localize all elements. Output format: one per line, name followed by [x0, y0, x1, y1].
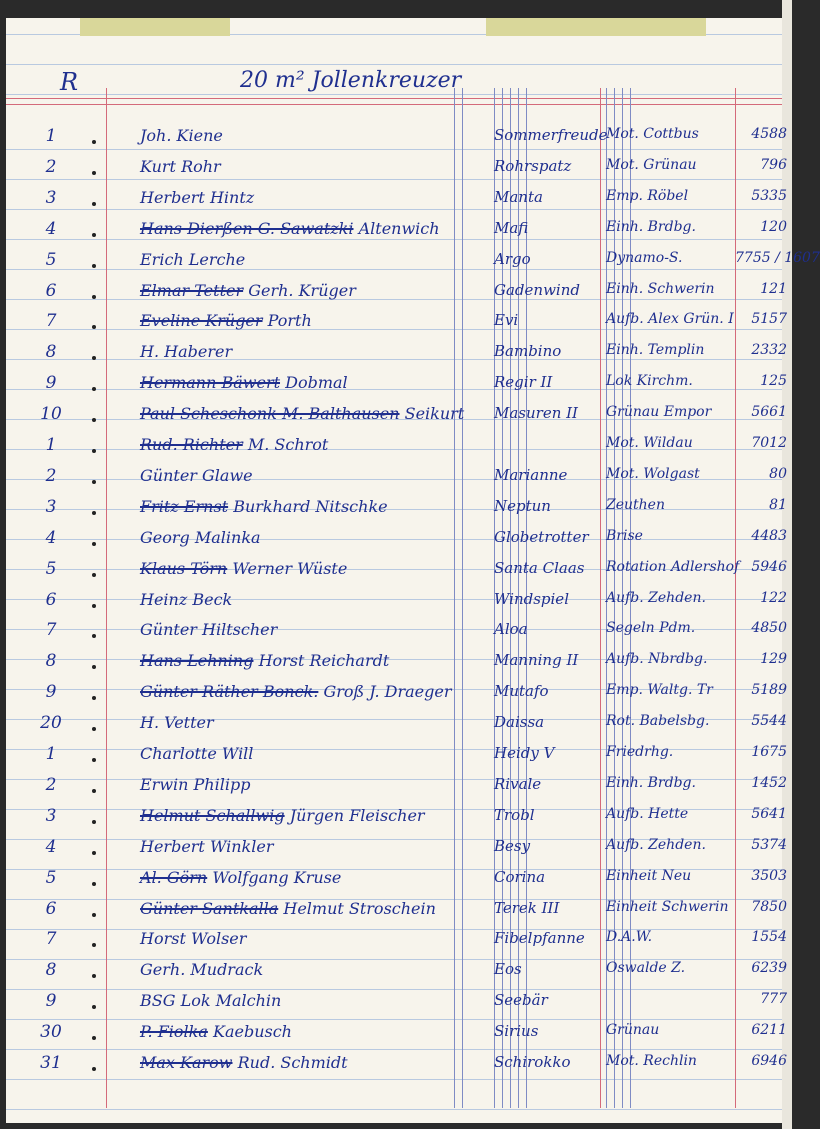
club-location: Emp. Waltg. Tr: [606, 682, 713, 699]
sail-number: 5374: [751, 836, 787, 853]
row-number: 4: [45, 527, 57, 548]
row-number: 3: [45, 805, 57, 826]
owner-name: [140, 528, 261, 547]
boat-name: Aloa: [494, 620, 528, 639]
owner-name: [140, 466, 253, 485]
row-number: 9: [45, 991, 57, 1012]
boat-name: Rohrspatz: [494, 156, 572, 175]
struck-owner-name: Al. Görn: [140, 867, 208, 887]
club-location: Aufb. Hette: [606, 805, 689, 822]
struck-owner-name: P. Fiolka: [140, 1022, 208, 1042]
sail-number: 121: [760, 280, 787, 297]
club-location: Grünau Empor: [606, 404, 712, 421]
owner-name: [140, 157, 221, 176]
current-owner-name: Gerh. Krüger: [248, 280, 356, 300]
current-owner-name: Burkhard Nitschke: [233, 496, 388, 516]
owner-name: [140, 590, 232, 609]
row-number: 9: [45, 682, 57, 703]
boat-name: Regir II: [494, 373, 553, 392]
sail-number: 120: [760, 218, 787, 235]
club-location: Grünau: [606, 1022, 660, 1039]
sail-number: 5661: [751, 404, 787, 421]
owner-name: [140, 960, 263, 979]
row-number: 7: [45, 929, 57, 950]
current-owner-name: Charlotte Will: [140, 744, 254, 763]
row-dot: [92, 140, 96, 144]
row-dot: [92, 1067, 96, 1071]
header-rule: [6, 98, 792, 99]
struck-owner-name: Elmar Tetter: [140, 280, 244, 300]
row-dot: [92, 202, 96, 206]
current-owner-name: Horst Wolser: [140, 929, 247, 949]
boat-name: Argo: [494, 249, 531, 268]
club-location: Einh. Brdbg.: [606, 774, 696, 791]
owner-name: [140, 188, 254, 207]
current-owner-name: Helmut Stroschein: [283, 898, 436, 918]
current-owner-name: Herbert Hintz: [140, 187, 255, 207]
boat-name: Mutafo: [494, 682, 549, 701]
row-number: 30: [40, 1022, 62, 1043]
club-location: Mot. Wildau: [606, 435, 693, 451]
row-dot: [92, 604, 96, 608]
current-owner-name: Kurt Rohr: [140, 156, 221, 176]
current-owner-name: Jürgen Fleischer: [289, 805, 425, 825]
club-location: Segeln Pdm.: [606, 620, 696, 637]
boat-name: Rivale: [494, 774, 542, 793]
current-owner-name: Georg Malinka: [140, 527, 261, 547]
row-number: 8: [45, 960, 57, 981]
owner-name: [140, 281, 356, 300]
club-location: Einh. Schwerin: [606, 280, 715, 297]
boat-name: Schirokko: [494, 1053, 571, 1071]
row-number: 3: [45, 496, 57, 517]
boat-name: Seebär: [494, 991, 548, 1010]
current-owner-name: Groß J. Draeger: [323, 682, 452, 702]
current-owner-name: Gerh. Mudrack: [140, 960, 264, 980]
row-dot: [92, 882, 96, 886]
owner-name: [140, 1022, 292, 1041]
row-number: 7: [45, 620, 57, 641]
sail-number: 3503: [751, 867, 787, 884]
owner-name: [140, 373, 348, 392]
club-location: Aufb. Zehden.: [606, 589, 706, 606]
row-number: 7: [45, 311, 57, 332]
row-number: 1: [45, 126, 57, 146]
sail-number: 7012: [751, 435, 787, 451]
boat-name: Santa Claas: [494, 558, 585, 577]
owner-name: [140, 219, 440, 238]
current-owner-name: Porth: [267, 311, 312, 331]
boat-name: Heidy V: [494, 744, 555, 762]
row-number: 1: [45, 435, 57, 455]
owner-name: [140, 435, 328, 454]
club-location: D.A.W.: [606, 929, 653, 946]
owner-name: [140, 837, 273, 856]
struck-owner-name: Rud. Richter: [140, 435, 243, 454]
row-dot: [92, 295, 96, 299]
struck-owner-name: Günter Räther Bonck.: [140, 682, 319, 702]
owner-name: [140, 311, 312, 330]
owner-name: [140, 651, 389, 670]
club-location: Emp. Röbel: [606, 187, 689, 204]
owner-name: [140, 775, 250, 794]
row-number: 10: [40, 404, 62, 425]
page-tab: [486, 18, 706, 36]
register-letter: R: [60, 68, 79, 96]
current-owner-name: Rud. Schmidt: [237, 1053, 348, 1072]
page-title: 20 m² Jollenkreuzer: [240, 68, 462, 93]
club-location: Zeuthen: [606, 496, 665, 513]
struck-owner-name: Klaus Törn: [140, 558, 228, 578]
club-location: Mot. Cottbus: [606, 126, 699, 142]
sail-number: 5157: [751, 311, 787, 328]
sail-number: 6946: [751, 1053, 787, 1069]
row-dot: [92, 480, 96, 484]
owner-name: [140, 126, 223, 145]
current-owner-name: Horst Reichardt: [258, 651, 390, 671]
struck-owner-name: Hans Dierßen G. Sawatzki: [140, 218, 354, 238]
sail-number: 5544: [751, 713, 787, 730]
owner-name: [140, 620, 277, 639]
current-owner-name: H. Haberer: [140, 342, 233, 362]
sail-number: 796: [760, 156, 787, 173]
sail-number: 81: [769, 496, 787, 513]
current-owner-name: Erich Lerche: [140, 249, 246, 269]
column-line: [454, 88, 455, 1108]
sail-number: 5641: [751, 805, 787, 822]
row-dot: [92, 171, 96, 175]
struck-owner-name: Eveline Krüger: [140, 311, 263, 331]
sail-number: 5946: [751, 558, 787, 575]
row-dot: [92, 913, 96, 917]
boat-name: Daissa: [494, 713, 545, 732]
owner-name: [140, 404, 464, 423]
row-number: 31: [40, 1053, 62, 1073]
club-location: Brise: [606, 527, 643, 544]
page-tab: [80, 18, 230, 36]
row-number: 2: [45, 465, 57, 486]
row-dot: [92, 573, 96, 577]
current-owner-name: Günter Hiltscher: [140, 620, 278, 640]
sail-number: 5335: [751, 187, 787, 204]
sail-number: 4850: [751, 620, 787, 637]
current-owner-name: Joh. Kiene: [140, 126, 223, 145]
sail-number: 6211: [751, 1022, 787, 1039]
boat-name: Gadenwind: [494, 280, 580, 299]
row-number: 1: [45, 744, 57, 764]
club-location: Mot. Grünau: [606, 156, 697, 173]
struck-owner-name: Hermann Bäwert: [140, 373, 281, 393]
sail-number: 2332: [751, 342, 787, 359]
row-number: 3: [45, 187, 57, 208]
boat-name: Corina: [494, 867, 546, 886]
struck-owner-name: Günter Santkalla: [140, 898, 279, 918]
club-location: Einh. Brdbg.: [606, 218, 696, 235]
row-number: 5: [45, 558, 57, 579]
club-location: Oswalde Z.: [606, 960, 686, 977]
boat-name: Sirius: [494, 1022, 539, 1041]
row-number: 8: [45, 651, 57, 672]
boat-name: Evi: [494, 311, 519, 330]
sail-number: 4483: [751, 527, 787, 544]
sail-number: 777: [760, 991, 787, 1008]
owner-name: [140, 497, 388, 516]
boat-name: Eos: [494, 960, 522, 979]
row-number: 5: [45, 249, 57, 270]
current-owner-name: Werner Wüste: [232, 558, 348, 578]
current-owner-name: Wolfgang Kruse: [212, 867, 342, 887]
sail-number: 122: [760, 589, 787, 606]
sail-number: 7755 / 1607: [735, 249, 820, 266]
row-number: 6: [45, 280, 57, 301]
row-dot: [92, 511, 96, 515]
club-location: Aufb. Alex Grün. I: [606, 311, 734, 328]
boat-name: Masuren II: [494, 404, 578, 423]
row-dot: [92, 820, 96, 824]
boat-name: Fibelpfanne: [494, 929, 585, 948]
current-owner-name: Kaebusch: [213, 1022, 292, 1042]
row-number: 2: [45, 156, 57, 177]
row-dot: [92, 449, 96, 453]
club-location: Mot. Wolgast: [606, 465, 700, 482]
owner-name: [140, 250, 245, 269]
owner-name: [140, 713, 214, 732]
current-owner-name: H. Vetter: [140, 713, 214, 733]
boat-name: Bambino: [494, 342, 562, 361]
row-number: 8: [45, 342, 57, 363]
sail-number: 1452: [751, 774, 787, 791]
row-dot: [92, 542, 96, 546]
boat-name: Neptun: [494, 496, 551, 515]
owner-name: [140, 682, 451, 701]
club-location: Aufb. Nbrdbg.: [606, 651, 708, 668]
club-location: Mot. Rechlin: [606, 1053, 697, 1069]
row-dot: [92, 789, 96, 793]
sail-number: 1554: [751, 929, 787, 946]
struck-owner-name: Max Karow: [140, 1053, 233, 1072]
sail-number: 4588: [751, 126, 787, 142]
struck-owner-name: Fritz Ernst: [140, 496, 229, 516]
current-owner-name: M. Schrot: [247, 435, 329, 454]
club-location: Rotation Adlershof: [606, 558, 740, 575]
club-location: Dynamo-S.: [606, 249, 683, 266]
row-number: 6: [45, 898, 57, 919]
boat-name: Mafi: [494, 218, 529, 237]
struck-owner-name: Paul Scheschonk M. Balthausen: [140, 404, 400, 424]
row-dot: [92, 758, 96, 762]
sail-number: 7850: [751, 898, 787, 915]
boat-name: Besy: [494, 836, 531, 855]
club-location: Rot. Babelsbg.: [606, 713, 710, 730]
row-dot: [92, 233, 96, 237]
current-owner-name: BSG Lok Malchin: [140, 991, 282, 1011]
current-owner-name: Seikurt: [404, 404, 465, 424]
sail-number: 1675: [751, 744, 787, 760]
row-number: 20: [40, 713, 62, 734]
row-number: 4: [45, 836, 57, 857]
row-number: 4: [45, 218, 57, 239]
sail-number: 125: [760, 373, 787, 390]
club-location: Friedrhg.: [606, 744, 674, 760]
boat-name: Sommerfreude: [494, 126, 608, 144]
row-number: 9: [45, 373, 57, 394]
club-location: Einh. Templin: [606, 342, 705, 359]
boat-name: Manta: [494, 187, 543, 206]
margin-line: [106, 88, 107, 1108]
row-number: 5: [45, 867, 57, 888]
sail-number: 129: [760, 651, 787, 668]
current-owner-name: Günter Glawe: [140, 465, 253, 485]
owner-name: [140, 991, 281, 1010]
sail-number: 5189: [751, 682, 787, 699]
owner-name: [140, 806, 425, 825]
owner-name: [140, 929, 246, 948]
row-number: 6: [45, 589, 57, 610]
club-location: Aufb. Zehden.: [606, 836, 706, 853]
row-number: 2: [45, 774, 57, 795]
owner-name: [140, 559, 347, 578]
struck-owner-name: Hans Lehning: [140, 651, 254, 671]
owner-name: [140, 1053, 348, 1072]
owner-name: [140, 744, 253, 763]
current-owner-name: Heinz Beck: [140, 589, 233, 609]
owner-name: [140, 342, 232, 361]
club-location: Lok Kirchm.: [606, 373, 693, 390]
boat-name: Globetrotter: [494, 527, 589, 546]
header-rule: [6, 104, 792, 105]
boat-name: Manning II: [494, 651, 579, 670]
sail-number: 6239: [751, 960, 787, 977]
club-location: Einheit Schwerin: [606, 898, 729, 915]
owner-name: [140, 868, 341, 887]
owner-name: [140, 899, 436, 918]
club-location: Einheit Neu: [606, 867, 692, 884]
current-owner-name: Dobmal: [285, 373, 348, 393]
struck-owner-name: Helmut Schallwig: [140, 805, 285, 825]
boat-name: Windspiel: [494, 589, 569, 608]
sail-number: 80: [769, 465, 787, 482]
boat-name: Terek III: [494, 898, 560, 917]
boat-name: Trobl: [494, 805, 535, 824]
boat-name: Marianne: [494, 465, 568, 484]
column-line: [600, 88, 601, 1108]
current-owner-name: Altenwich: [358, 218, 440, 238]
current-owner-name: Herbert Winkler: [140, 836, 274, 856]
column-line: [462, 88, 463, 1108]
row-dot: [92, 264, 96, 268]
current-owner-name: Erwin Philipp: [140, 774, 251, 794]
row-dot: [92, 851, 96, 855]
